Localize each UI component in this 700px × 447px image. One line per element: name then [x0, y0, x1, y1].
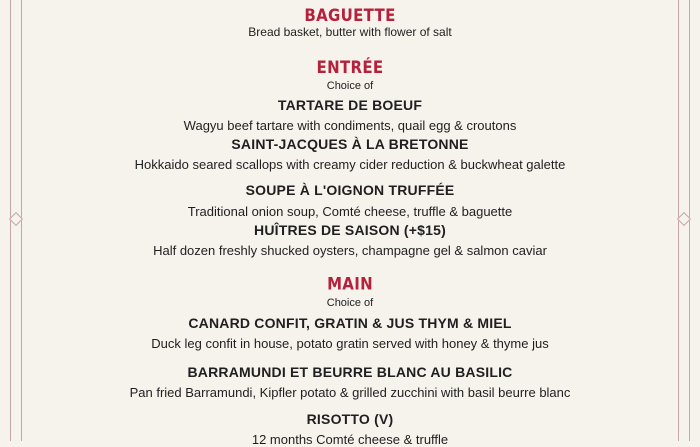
main-choice-label: Choice of: [326, 297, 374, 309]
dish-name-tartare: TARTARE DE BOEUF: [277, 97, 423, 113]
section-title-main: MAIN: [327, 273, 373, 295]
dish-desc-risotto: 12 months Comté cheese & truffle: [251, 432, 449, 447]
dish-desc-barramundi: Pan fried Barramundi, Kipfler potato & grilled zucchini with basil beurre blanc: [129, 385, 571, 400]
dish-name-huitres: HUÎTRES DE SAISON (+$15): [254, 222, 446, 238]
dish-desc-tartare: Wagyu beef tartare with condiments, quail egg & croutons: [183, 118, 517, 133]
dish-name-canard: CANARD CONFIT, GRATIN & JUS THYM & MIEL: [188, 315, 512, 331]
baguette-description: Bread basket, butter with flower of salt: [248, 25, 452, 39]
dish-name-risotto: RISOTTO (V): [306, 411, 394, 427]
section-title-entree: ENTRÉE: [316, 56, 384, 78]
dish-desc-canard: Duck leg confit in house, potato gratin served with honey & thyme jus: [151, 336, 549, 351]
entree-choice-label: Choice of: [326, 80, 374, 92]
dish-desc-soupe: Traditional onion soup, Comté cheese, truffle & baguette: [187, 204, 513, 219]
dish-name-barramundi: BARRAMUNDI ET BEURRE BLANC AU BASILIC: [187, 364, 513, 380]
section-title-baguette: BAGUETTE: [304, 4, 396, 26]
dish-desc-huitres: Half dozen freshly shucked oysters, champagne gel & salmon caviar: [153, 243, 547, 258]
dish-name-saint-jacques: SAINT-JACQUES À LA BRETONNE: [231, 136, 469, 152]
dish-name-soupe: SOUPE À L'OIGNON TRUFFÉE: [245, 182, 455, 198]
dish-desc-saint-jacques: Hokkaido seared scallops with creamy cider reduction & buckwheat galette: [134, 157, 566, 172]
